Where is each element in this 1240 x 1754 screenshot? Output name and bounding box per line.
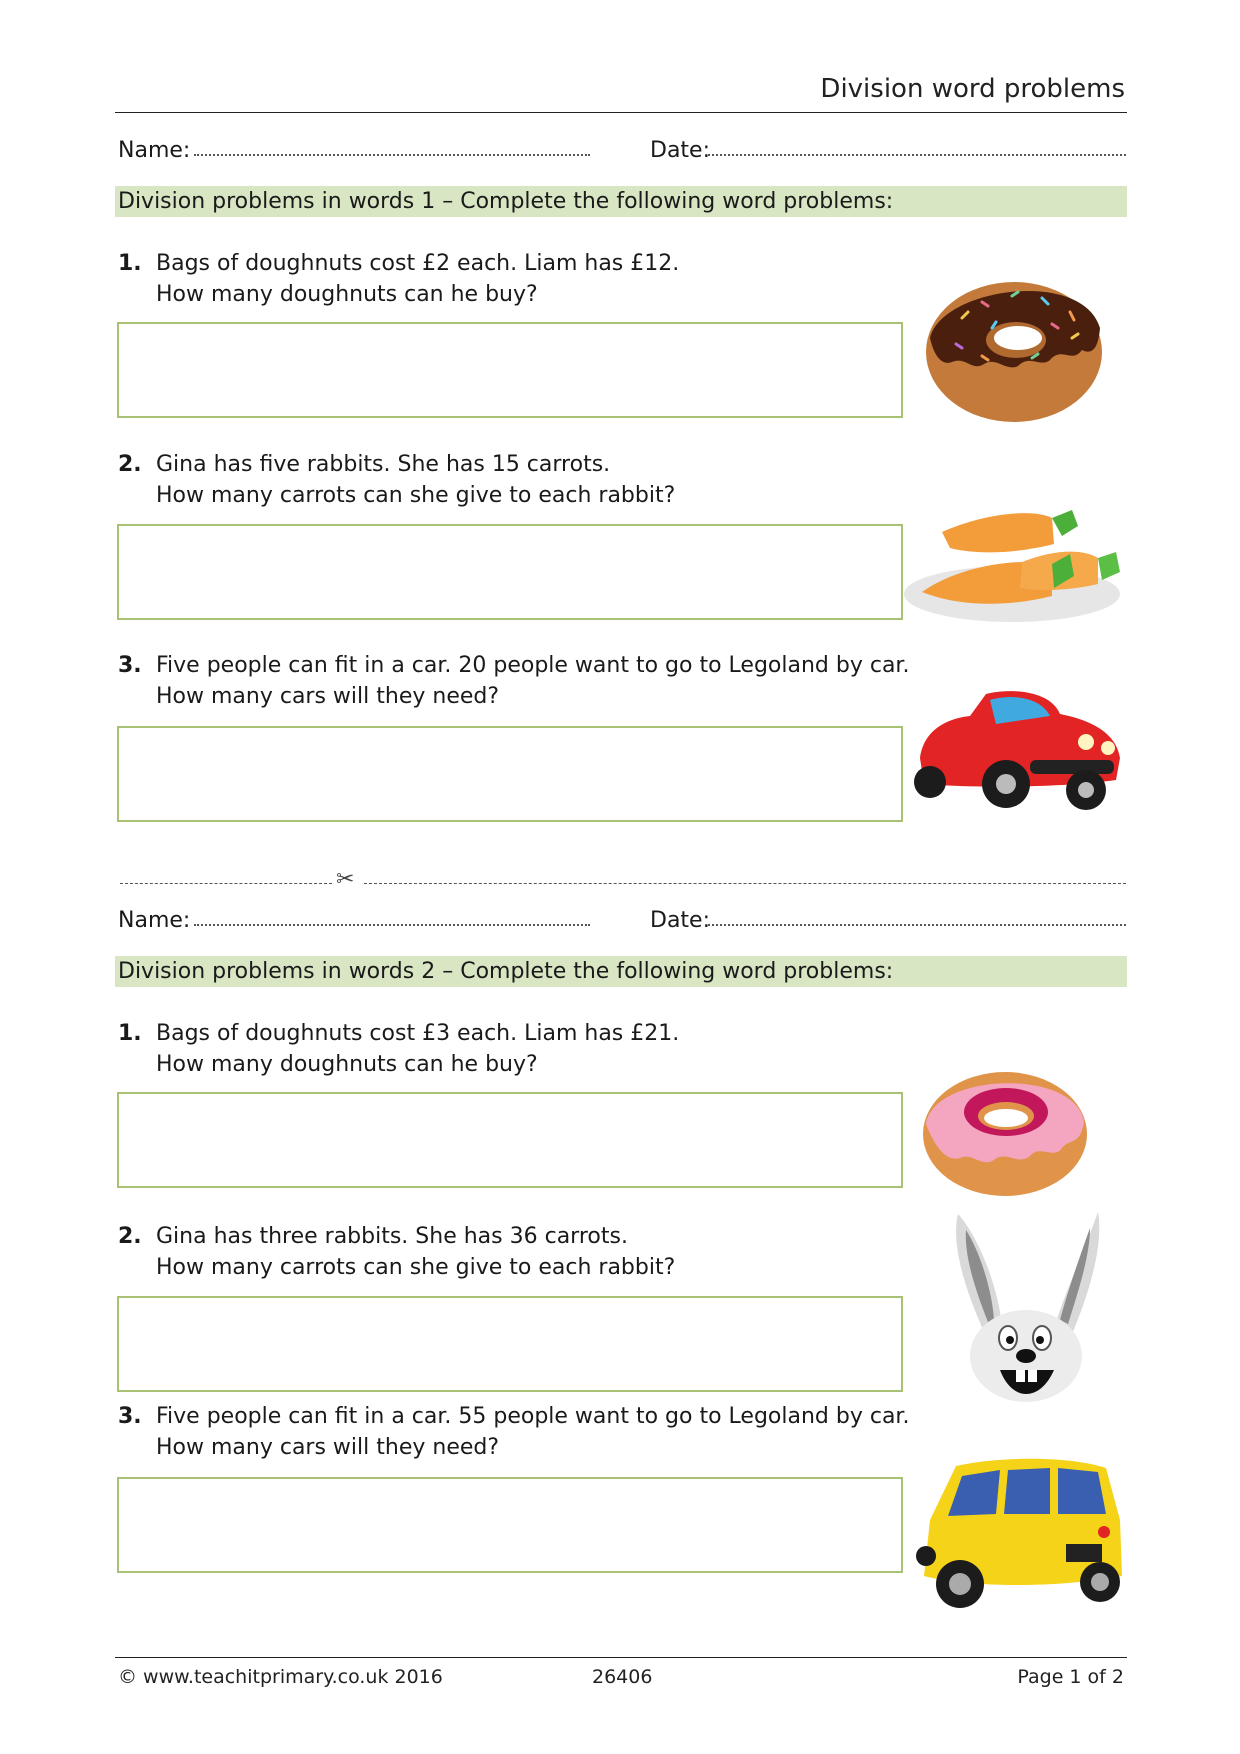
section-heading-1: Division problems in words 1 – Complete the following word problems:	[115, 186, 1127, 217]
answer-box-1-1[interactable]	[117, 322, 903, 418]
date-label: Date:	[650, 138, 710, 163]
date-write-line[interactable]	[708, 924, 1126, 926]
cut-line	[120, 867, 1126, 892]
footer-copyright: © www.teachitprimary.co.uk 2016	[118, 1666, 443, 1688]
question-text: Five people can fit in a car. 55 people want to go to Legoland by car.	[156, 1404, 910, 1429]
date-write-line[interactable]	[708, 154, 1126, 156]
doughnut-chocolate-icon	[922, 268, 1106, 428]
question-text: How many doughnuts can he buy?	[156, 282, 538, 307]
red-car-icon	[910, 688, 1124, 818]
question-number: 3.	[118, 653, 142, 678]
question-number: 1.	[118, 251, 142, 276]
name-date-row-2	[118, 908, 1128, 938]
question-number: 2.	[118, 1224, 142, 1249]
answer-box-2-3[interactable]	[117, 1477, 903, 1573]
scissors-icon: ✂	[336, 867, 355, 892]
name-write-line[interactable]	[194, 154, 590, 156]
name-label: Name:	[118, 908, 191, 933]
question-text: How many cars will they need?	[156, 684, 500, 709]
cut-dash	[120, 883, 332, 884]
doughnut-pink-icon	[920, 1062, 1090, 1198]
answer-box-2-2[interactable]	[117, 1296, 903, 1392]
cut-dash	[364, 883, 1126, 884]
question-text: Gina has five rabbits. She has 15 carrots.	[156, 452, 611, 477]
question-text: How many carrots can she give to each rabbit?	[156, 1255, 676, 1280]
header-rule	[115, 112, 1127, 113]
question-number: 1.	[118, 1021, 142, 1046]
question-text: Bags of doughnuts cost £2 each. Liam has £12.	[156, 251, 680, 276]
carrots-icon	[902, 504, 1124, 626]
section-heading-2: Division problems in words 2 – Complete the following word problems:	[115, 956, 1127, 987]
date-label: Date:	[650, 908, 710, 933]
answer-box-1-3[interactable]	[117, 726, 903, 822]
footer-code: 26406	[592, 1666, 653, 1688]
question-text: Bags of doughnuts cost £3 each. Liam has £21.	[156, 1021, 680, 1046]
question-number: 3.	[118, 1404, 142, 1429]
name-label: Name:	[118, 138, 191, 163]
question-text: How many carrots can she give to each rabbit?	[156, 483, 676, 508]
question-text: How many cars will they need?	[156, 1435, 500, 1460]
question-number: 2.	[118, 452, 142, 477]
yellow-car-icon	[910, 1456, 1126, 1622]
footer-page-number: Page 1 of 2	[1017, 1666, 1124, 1688]
page-title: Division word problems	[820, 74, 1125, 104]
answer-box-2-1[interactable]	[117, 1092, 903, 1188]
question-text: Gina has three rabbits. She has 36 carrots.	[156, 1224, 628, 1249]
rabbit-icon	[928, 1206, 1108, 1406]
question-text: How many doughnuts can he buy?	[156, 1052, 538, 1077]
question-text: Five people can fit in a car. 20 people want to go to Legoland by car.	[156, 653, 910, 678]
name-date-row-1	[118, 138, 1128, 168]
footer-rule	[115, 1657, 1127, 1658]
name-write-line[interactable]	[194, 924, 590, 926]
answer-box-1-2[interactable]	[117, 524, 903, 620]
